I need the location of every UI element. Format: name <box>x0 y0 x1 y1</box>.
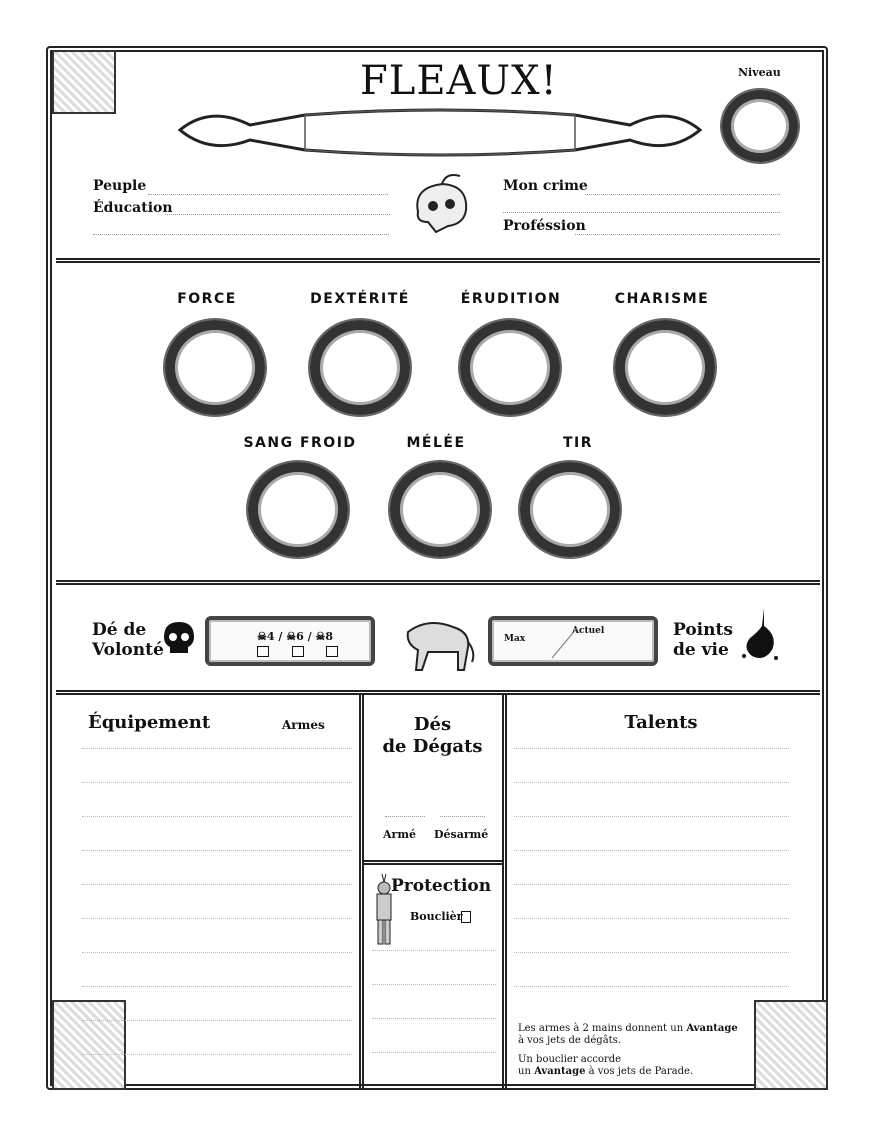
volonte-label-line1: Dé de <box>92 620 147 640</box>
erudition-label: ÉRUDITION <box>460 291 562 307</box>
d8-skull-icon: ☠ <box>315 630 326 643</box>
hp-slash-divider <box>547 626 587 660</box>
blood-drop-icon <box>736 606 786 666</box>
divider-identity <box>56 258 820 263</box>
degats-title-line1: Dés <box>413 714 452 735</box>
divider-vitals <box>56 690 820 695</box>
volonte-dice-box <box>205 616 375 666</box>
profession-field[interactable] <box>575 234 780 235</box>
melee-label: MÉLÉE <box>406 435 466 451</box>
education-field-2[interactable] <box>93 234 389 235</box>
niveau-label: Niveau <box>738 66 781 79</box>
peuple-label: Peuple <box>93 178 147 194</box>
actuel-label: Actuel <box>572 626 605 636</box>
education-field[interactable] <box>165 214 390 215</box>
column-divider-left <box>359 694 364 1090</box>
beast-icon <box>398 612 478 674</box>
banner-scroll <box>170 100 710 160</box>
equipement-lines[interactable] <box>82 740 352 1080</box>
dice-separator: / <box>278 630 283 643</box>
desarme-label: Désarmé <box>434 828 489 841</box>
armes-label: Armes <box>282 718 325 732</box>
sheet-title: FLEAUX! <box>360 58 558 104</box>
niveau-circle[interactable] <box>722 90 798 162</box>
column-divider-right <box>502 694 507 1090</box>
points-de-vie-line1: Points <box>673 620 733 640</box>
d8-checkbox[interactable] <box>326 646 338 657</box>
dice-options <box>257 630 333 643</box>
divider-stats <box>56 580 820 585</box>
talents-lines[interactable] <box>514 740 789 1015</box>
dice-separator: / <box>307 630 312 643</box>
d4-skull-icon: ☠ <box>257 630 267 643</box>
d4-checkbox[interactable] <box>257 646 269 657</box>
crime-label: Mon crime <box>503 178 588 194</box>
education-label: Éducation <box>93 200 173 216</box>
crime-field[interactable] <box>585 194 780 195</box>
protection-title: Protection <box>391 876 492 896</box>
skull-icon <box>162 620 196 656</box>
equipement-title: Équipement <box>88 712 211 733</box>
dexterite-label: DEXTÉRITÉ <box>310 291 410 307</box>
d6-value: 6 <box>296 630 304 643</box>
d6-skull-icon: ☠ <box>286 630 297 643</box>
divider-degats <box>362 860 504 865</box>
arme-field[interactable] <box>385 816 425 817</box>
d8-value: 8 <box>325 630 334 643</box>
dexterite-circle[interactable] <box>310 320 410 415</box>
talents-title: Talents <box>624 712 698 733</box>
arme-label: Armé <box>383 828 416 841</box>
charisme-label: CHARISME <box>614 291 710 307</box>
melee-circle[interactable] <box>390 462 490 557</box>
skull-icon <box>398 172 478 238</box>
points-de-vie-box[interactable] <box>488 616 658 666</box>
degats-title-line2: de Dégats <box>382 736 483 757</box>
force-circle[interactable] <box>165 320 265 415</box>
max-label: Max <box>504 634 526 644</box>
force-label: FORCE <box>177 291 237 307</box>
crime-field-2[interactable] <box>503 212 780 213</box>
profession-label: Proféssion <box>503 218 586 234</box>
degats-title <box>365 714 500 758</box>
bouclier-checkbox[interactable] <box>461 911 471 923</box>
bouclier-label: Bouclièr <box>410 910 463 923</box>
erudition-circle[interactable] <box>460 320 560 415</box>
tir-label: TIR <box>562 435 594 451</box>
charisme-circle[interactable] <box>615 320 715 415</box>
volonte-label-line2: Volonté <box>92 640 164 660</box>
peuple-field[interactable] <box>148 194 388 195</box>
d6-checkbox[interactable] <box>292 646 304 657</box>
volonte-label <box>92 620 164 660</box>
sang-froid-label: SANG FROID <box>243 435 357 451</box>
knight-icon <box>372 872 396 948</box>
desarme-field[interactable] <box>440 816 485 817</box>
tir-circle[interactable] <box>520 462 620 557</box>
d4-value: 4 <box>266 630 275 643</box>
protection-lines[interactable] <box>372 950 496 1080</box>
sang-froid-circle[interactable] <box>248 462 348 557</box>
points-de-vie-label <box>673 620 733 660</box>
points-de-vie-line2: de vie <box>673 640 729 660</box>
corner-ornament-top-left <box>52 50 116 114</box>
shield-note: Un bouclier accorde un Avantage à vos jets de Parade. <box>518 1054 694 1077</box>
two-handed-note: Les armes à 2 mains donnent un Avantage à vos jets de dégâts. <box>518 1023 738 1046</box>
